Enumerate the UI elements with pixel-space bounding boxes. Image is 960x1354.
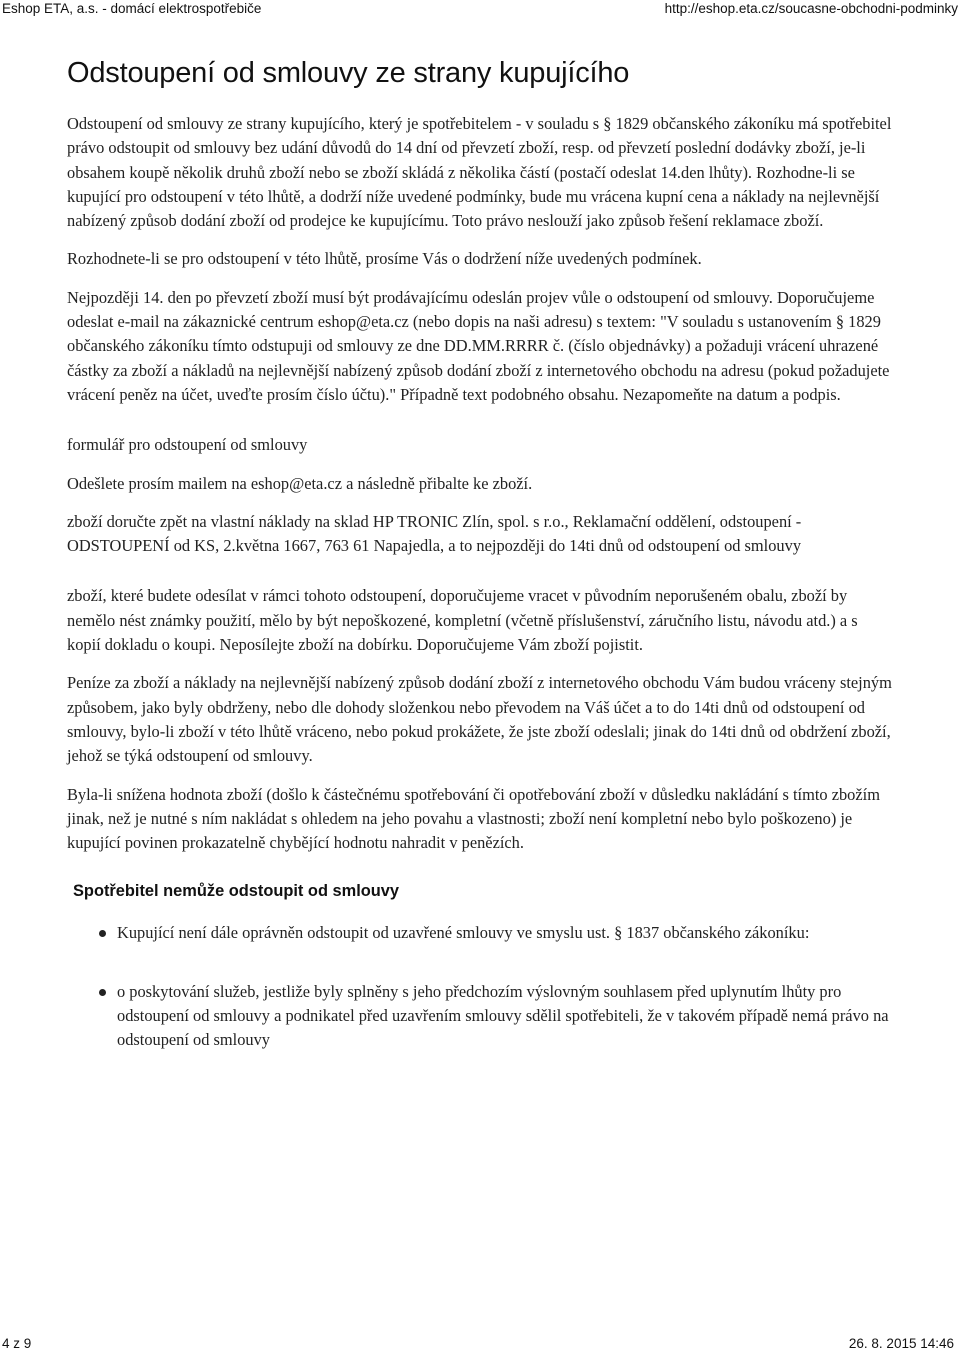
page-content [67, 54, 893, 1087]
paragraph-packaging: zboží, které budete odesílat v rámci tohoto odstoupení, doporučujeme vracet v původním neporušeném obalu, zboží by nemělo nést známky použití, mělo by být nepoškozené, kompletní (včetně příslušenství, záručního listu, návodu atd.) a s kopií dokladu o koupi. Neposílejte zboží na dobírku. Doporučujeme Vám zboží pojistit. [67, 586, 858, 655]
paragraph-decision: Rozhodnete-li se pro odstoupení v této lhůtě, prosíme Vás o dodržení níže uvedených podmínek. [67, 249, 702, 269]
paragraph-intro: Odstoupení od smlouvy ze strany kupujícího, který je spotřebitelem - v souladu s § 1829 občanského zákoníku má spotřebitel právo odstoupit od smlouvy bez udání důvodů do 14 dní od převzetí zboží, resp. od převzetí poslední dodávky zboží, je-li obsahem koupě několik druhů zboží nebo se zboží skládá z několika částí (postačí odeslat 14.den lhůty). Rozhodne-li se kupující pro odstoupení v této lhůtě, a dodrží níže uvedené podmínky, bude mu vrácena kupní cena a náklady na nejlevnější nabízený způsob dodání zboží od prodejce ke kupujícímu. Toto právo neslouží jako způsob řešení reklamace zboží. [67, 114, 892, 231]
list-item-text: Kupující není dále oprávněn odstoupit od uzavřené smlouvy ve smyslu ust. § 1837 občanského zákoníku: [117, 923, 810, 943]
exceptions-list [67, 921, 893, 1052]
bullet-icon [99, 989, 106, 996]
footer-datetime: 26. 8. 2015 14:46 [848, 1336, 954, 1351]
header-site-title: Eshop ETA, a.s. - domácí elektrospotřebiče [2, 1, 262, 16]
paragraph-value-reduction: Byla-li snížena hodnota zboží (došlo k částečnému spotřebování či opotřebování zboží v důsledku nakládání s tímto zbožím jinak, než je nutné s ním nakládat s ohledem na jeho povahu a vlastnosti; zboží není kompletní nebo bylo poškozeno) je kupující povinen prokazatelně chybějící hodnotu nahradit v penězích. [67, 784, 880, 853]
paragraph-return-address: zboží doručte zpět na vlastní náklady na sklad HP TRONIC Zlín, spol. s r.o., Reklamační oddělení, odstoupení - ODSTOUPENÍ od KS, 2.května 1667, 763 61 Napajedla, a to nejpozději do 14ti dnů od odstoupení od smlouvy [67, 511, 802, 556]
list-item [117, 921, 893, 945]
paragraph-deadline: Nejpozději 14. den po převzetí zboží musí být prodávajícímu odeslán projev vůle o odstoupení od smlouvy. Doporučujeme odeslat e-mail na zákaznické centrum eshop@eta.cz (nebo dopis na naši adresu) s textem: "V souladu s ustanovením § 1829 občanského zákoníku tímto odstupuji od smlouvy ze dne DD.MM.RRRR č. (číslo objednávky) a požaduji vrácení uhrazené částky za zboží a nákladů na nejlevnější nabízený způsob dodání zboží z internetového obchodu na adresu (pokud požadujete vrácení peněz na účet, uveďte prosím číslo účtu)." Případně text podobného obsahu. Nezapomeňte na datum a podpis. [67, 287, 890, 404]
print-header [0, 0, 960, 20]
list-item-text: o poskytování služeb, jestliže byly splněny s jeho předchozím výslovným souhlasem před uplynutím lhůty pro odstoupení od smlouvy a podnikatel před uzavřením smlouvy sdělil spotřebiteli, že v takovém případě nemá právo na odstoupení od smlouvy [117, 981, 889, 1050]
section-heading: Spotřebitel nemůže odstoupit od smlouvy [73, 882, 400, 901]
print-footer [0, 1336, 960, 1354]
paragraph-send-mail: Odešlete prosím mailem na eshop@eta.cz a následně přibalte ke zboží. [67, 473, 533, 493]
list-item [117, 980, 893, 1053]
header-url: http://eshop.eta.cz/soucasne-obchodni-podminky [664, 1, 958, 16]
paragraph-refund: Peníze za zboží a náklady na nejlevnější nabízený způsob dodání zboží z internetového obchodu Vám budou vráceny stejným způsobem, jako byly obdrženy, nebo dle dohody složenkou nebo převodem na Váš účet a to do 14ti dnů od odstoupení od smlouvy, bylo-li zboží v této lhůtě vráceno, nebo pokud prokážete, že jste zboží odeslali; jinak do 14ti dnů od obdržení zboží, jehož se týká odstoupení od smlouvy. [67, 673, 892, 766]
footer-page-number: 4 z 9 [2, 1336, 32, 1351]
paragraph-form-link: formulář pro odstoupení od smlouvy [67, 435, 308, 455]
page-title: Odstoupení od smlouvy ze strany kupujícího [67, 57, 630, 89]
bullet-icon [99, 930, 106, 937]
